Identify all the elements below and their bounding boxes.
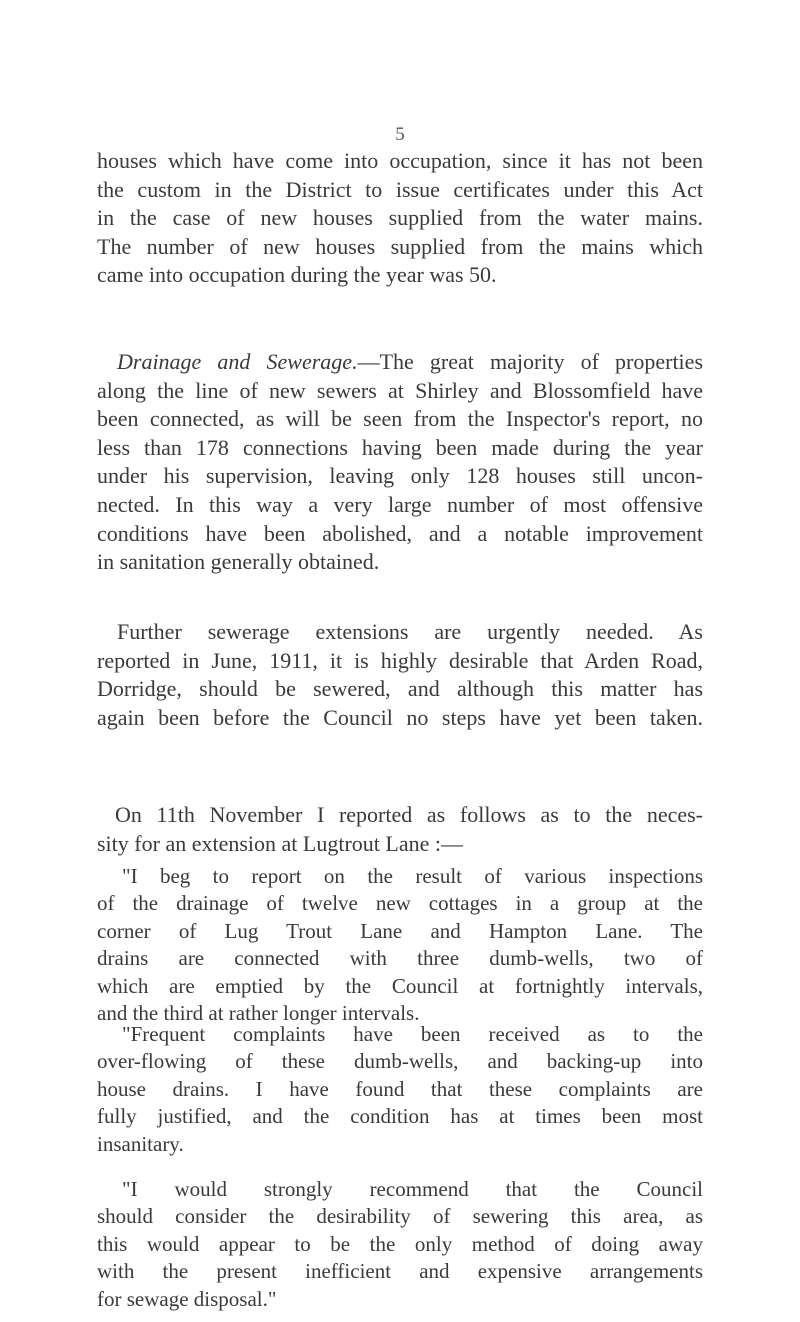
text-line: Dorridge, should be sewered, and although this matter has — [97, 676, 703, 702]
text-line: "I would strongly recommend that the Council — [122, 1177, 703, 1201]
text-line: in the case of new houses supplied from the water mains. — [97, 205, 703, 231]
page-number: 5 — [395, 124, 405, 145]
text-line: and the third at rather longer intervals. — [97, 1001, 420, 1026]
text-line: On 11th November I reported as follows as to the neces- — [115, 802, 703, 827]
text-line — [97, 348, 703, 377]
text-line: nected. In this way a very large number of most offensive — [97, 491, 703, 517]
text-line: house drains. I have found that these complaints are — [97, 1076, 703, 1101]
text-line: Further sewerage extensions are urgently needed. As — [117, 619, 703, 644]
text-line: corner of Lug Trout Lane and Hampton Lane. The — [97, 918, 703, 943]
text-line: less than 178 connections having been made during the year — [97, 434, 703, 460]
text-line: houses which have come into occupation, since it has not been — [97, 148, 703, 173]
quote-complaints — [97, 1021, 703, 1158]
text-line: reported in June, 1911, it is highly desirable that Arden Road, — [97, 647, 703, 673]
text-line: the custom in the District to issue certificates under this Act — [97, 176, 703, 202]
text-line: insanitary. — [97, 1131, 184, 1156]
text-line: along the line of new sewers at Shirley and Blossomfield have — [97, 377, 703, 403]
text-line: for sewage disposal." — [97, 1286, 277, 1311]
text-line: The number of new houses supplied from the mains which — [97, 233, 703, 259]
heading-lead-text: —The great majority of properties — [357, 349, 703, 374]
text-line: sity for an extension at Lugtrout Lane :— — [97, 830, 463, 856]
text-line: of the drainage of twelve new cottages in a group at the — [97, 891, 703, 916]
text-line: been connected, as will be seen from the Inspector's report, no — [97, 406, 703, 432]
text-line: conditions have been abolished, and a notable improvement — [97, 520, 703, 546]
text-line: should consider the desirability of sewering this area, as — [97, 1204, 703, 1229]
text-line: fully justified, and the condition has at times been most — [97, 1104, 703, 1129]
paragraph-sewerage-extensions — [97, 618, 703, 732]
text-line: "Frequent complaints have been received as to the — [122, 1022, 703, 1046]
text-line: this would appear to be the only method of doing away — [97, 1231, 703, 1256]
text-line: again been before the Council no steps have yet been taken. — [97, 704, 703, 730]
paragraph-november-report — [97, 801, 703, 858]
text-line: which are emptied by the Council at fortnightly intervals, — [97, 973, 703, 998]
text-line: drains are connected with three dumb-wells, two of — [97, 946, 703, 971]
text-line: over-flowing of these dumb-wells, and backing-up into — [97, 1049, 703, 1074]
paragraph-drainage-sewerage — [97, 348, 703, 577]
text-line: "I beg to report on the result of various inspections — [122, 864, 703, 888]
paragraph-water-supply — [97, 147, 703, 290]
section-heading: Drainage and Sewerage. — [117, 349, 358, 374]
text-line: came into occupation during the year was 50. — [97, 262, 497, 288]
text-line: with the present inefficient and expensive arrangements — [97, 1259, 703, 1284]
text-line: in sanitation generally obtained. — [97, 549, 380, 575]
text-line: under his supervision, leaving only 128 houses still uncon- — [97, 463, 703, 489]
quote-recommendation — [97, 1176, 703, 1313]
quote-inspection-report — [97, 863, 703, 1027]
